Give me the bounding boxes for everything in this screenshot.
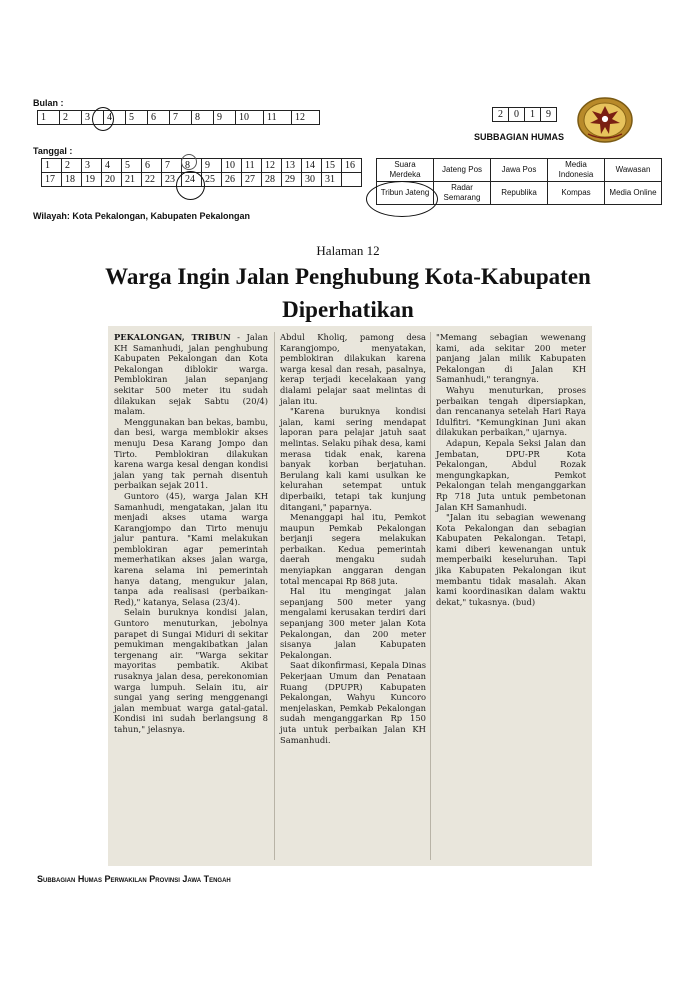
- date-cell: 18: [62, 173, 82, 187]
- date-cell: 27: [242, 173, 262, 187]
- media-selection-circle: [366, 181, 438, 217]
- date-cell: 8: [182, 159, 202, 173]
- paragraph: Selain buruknya kondisi jalan, Guntoro menuturkan, jebolnya parapet di Sungai Miduri di sekitar pemukiman mengakibatkan jalan tergenang air. "Warga sekitar mayoritas pembatik. Akibat rusaknya jalan desa, perekonomian warga lumpuh. Selain itu, air sungai yang sering menggenangi jalan membuat warga gatal-gatal. Kondisi ini sudah berlangsung 8 tahun," jelasnya.: [114, 607, 268, 734]
- month-cell: 11: [264, 111, 292, 125]
- date-cell: 7: [162, 159, 182, 173]
- date-cell: 19: [82, 173, 102, 187]
- paragraph: - Jalan KH Samanhudi, jalan penghubung Kabupaten Pekalongan dan Kota Pekalongan diblokir warga. Pemblokiran jalan sepanjang sekitar 500 meter itu sudah dilakukan sejak Sabtu (20/4) malam.: [114, 332, 268, 417]
- date-cell: 30: [302, 173, 322, 187]
- article-column-3: [436, 332, 586, 607]
- month-cell: 1: [38, 111, 60, 125]
- media-cell: Suara Merdeka: [377, 159, 434, 182]
- date-cell: 16: [342, 159, 362, 173]
- date-cell: 17: [42, 173, 62, 187]
- media-cell: Media Online: [605, 182, 662, 205]
- org-name: SUBBAGIAN HUMAS: [474, 132, 564, 142]
- date-cell: 12: [262, 159, 282, 173]
- month-cell: 9: [214, 111, 236, 125]
- date-selection-circle: [176, 171, 205, 200]
- paragraph: Hal itu mengingat jalan sepanjang 500 meter yang mengalami kerusakan terdiri dari sepanjang 300 meter jalan Kota Pekalongan, dan 200 meter sisanya jalan Kabupaten Pekalongan.: [280, 586, 426, 660]
- media-cell: Wawasan: [605, 159, 662, 182]
- media-cell: Tribun Jateng: [377, 182, 434, 205]
- date-cell: 21: [122, 173, 142, 187]
- month-selection-circle: [92, 107, 114, 131]
- year-digit-cell: 1: [525, 108, 541, 122]
- paragraph: Adapun, Kepala Seksi Jalan dan Jembatan, DPU-PR Kota Pekalongan, Abdul Rozak mengungkapkan, Pemkot Pekalongan telah menganggarkan Rp 718 Juta untuk pembetonan Jalan KH Samanhudi.: [436, 437, 586, 512]
- newspaper-clipping: [108, 326, 592, 866]
- wilayah-label: Wilayah: Kota Pekalongan, Kabupaten Pekalongan: [33, 211, 250, 221]
- media-cell: Jateng Pos: [434, 159, 491, 182]
- year-digit-cell: 2: [493, 108, 509, 122]
- year-digit-cell: 0: [509, 108, 525, 122]
- paragraph: Menanggapi hal itu, Pemkot maupun Pemkab Pekalongan berjanji segera melakukan perbaikan. Kedua pemerintah daerah mengaku sudah menyiapkan anggaran dengan total mencapai Rp 868 juta.: [280, 512, 426, 586]
- date-cell: 24: [182, 173, 202, 187]
- date-cell: 20: [102, 173, 122, 187]
- date-cell: 4: [102, 159, 122, 173]
- bulan-label: Bulan :: [33, 98, 64, 108]
- paragraph: Menggunakan ban bekas, bambu, dan besi, warga memblokir akses menuju Desa Karang Jompo dan Tirto. Pemblokiran dilakukan karena warga kesal dengan kondisi jalan yang tak pernah disentuh perbaikan sejak 2011.: [114, 416, 268, 491]
- month-cell: 5: [126, 111, 148, 125]
- date-cell: 31: [322, 173, 342, 187]
- media-cell: Republika: [491, 182, 548, 205]
- month-cell: 2: [60, 111, 82, 125]
- date-cell: 1: [42, 159, 62, 173]
- date-cell: 26: [222, 173, 242, 187]
- date-cell: 3: [82, 159, 102, 173]
- month-cell: 12: [292, 111, 320, 125]
- paragraph: Saat dikonfirmasi, Kepala Dinas Pekerjaan Umum dan Penataan Ruang (DPUPR) Kabupaten Pekalongan, Wahyu Kuncoro menjelaskan, Pemkab Pekalongan sudah menganggarkan Rp 150 juta untuk perbaikan Jalan KH Samanhudi.: [280, 660, 426, 745]
- dateline: PEKALONGAN, TRIBUN: [114, 332, 231, 342]
- date-mark-circle: [181, 154, 197, 170]
- month-cell: 6: [148, 111, 170, 125]
- article-column-2: [280, 332, 426, 745]
- date-cell: 29: [282, 173, 302, 187]
- year-digit-cell: 9: [541, 108, 557, 122]
- media-cell: Kompas: [548, 182, 605, 205]
- footer: Subbagian Humas Perwakilan Provinsi Jawa Tengah: [37, 874, 231, 884]
- paragraph: Guntoro (45), warga Jalan KH Samanhudi, mengatakan, jalan itu menjadi akses utama warga Karangjompo dan Tirto menuju jalur pantura. "Kami melakukan pemblokiran agar pemerintah memerhatikan akses jalan warga, karena selama ini pemerintah hanya datang, mengukur jalan, tanpa ada realisasi (perbaikan-Red)," katanya, Selasa (23/4).: [114, 490, 268, 607]
- paragraph: Wahyu menuturkan, proses perbaikan tengah dipersiapkan, dan rencananya setelah Hari Raya Idulfitri. "Kemungkinan Juni akan dilakukan perbaikan," ujarnya.: [436, 384, 586, 438]
- media-cell: Jawa Pos: [491, 159, 548, 182]
- date-cell: 13: [282, 159, 302, 173]
- date-cell: 15: [322, 159, 342, 173]
- date-cell: 22: [142, 173, 162, 187]
- month-cell: 7: [170, 111, 192, 125]
- month-cell: 8: [192, 111, 214, 125]
- date-cell: 6: [142, 159, 162, 173]
- date-cell: 25: [202, 173, 222, 187]
- month-cell: 4: [104, 111, 126, 125]
- date-cell: 5: [122, 159, 142, 173]
- date-cell: 9: [202, 159, 222, 173]
- date-cell: [342, 173, 362, 187]
- headline-line-1: Warga Ingin Jalan Penghubung Kota-Kabupaten: [105, 264, 591, 289]
- year-box: [492, 107, 557, 122]
- article-column-1: [114, 332, 268, 735]
- month-grid: [37, 110, 320, 125]
- month-cell: 10: [236, 111, 264, 125]
- paragraph: "Jalan itu sebagian wewenang Kota Pekalongan dan sebagian Kabupaten Pekalongan. Tetapi, kami diberi kewenangan untuk memperbaiki keseluruhan. Tapi jika Kabupaten Pekalongan ikut membantu tidak masalah. Akan kami koordinasikan dalam waktu dekat," tukasnya. (bud): [436, 512, 586, 607]
- media-cell: Radar Semarang: [434, 182, 491, 205]
- date-cell: 14: [302, 159, 322, 173]
- tanggal-label: Tanggal :: [33, 146, 73, 156]
- month-cell: 3: [82, 111, 104, 125]
- date-cell: 2: [62, 159, 82, 173]
- headline-line-2: Diperhatikan: [282, 297, 414, 322]
- date-cell: 11: [242, 159, 262, 173]
- date-cell: 28: [262, 173, 282, 187]
- paragraph: "Memang sebagian wewenang kami, ada sekitar 200 meter panjang jalan milik Kabupaten Pekalongan di Jalan KH Samanhudi," terangnya.: [436, 332, 586, 385]
- date-cell: 10: [222, 159, 242, 173]
- garuda-emblem-icon: [576, 96, 634, 144]
- paragraph: Abdul Kholiq, pamong desa Karangjompo, menyatakan, pemblokiran dilakukan karena warga kesal dan resah, pasalnya, kerap terjadi kecelakaan yang dialami pelajar saat melintas di jalan itu.: [280, 332, 426, 406]
- media-cell: Media Indonesia: [548, 159, 605, 182]
- paragraph: "Karena buruknya kondisi jalan, kami sering mendapat laporan para pelajar jatuh saat melintas. Selaku pihak desa, kami merasa tidak enak, karena banyak korban berjatuhan. Berulang kali kami usulkan ke kelurahan setempat untuk diperbaiki, tetapi tak kunjung ditangani," paparnya.: [280, 406, 426, 512]
- page-number: Halaman 12: [316, 243, 380, 258]
- date-cell: 23: [162, 173, 182, 187]
